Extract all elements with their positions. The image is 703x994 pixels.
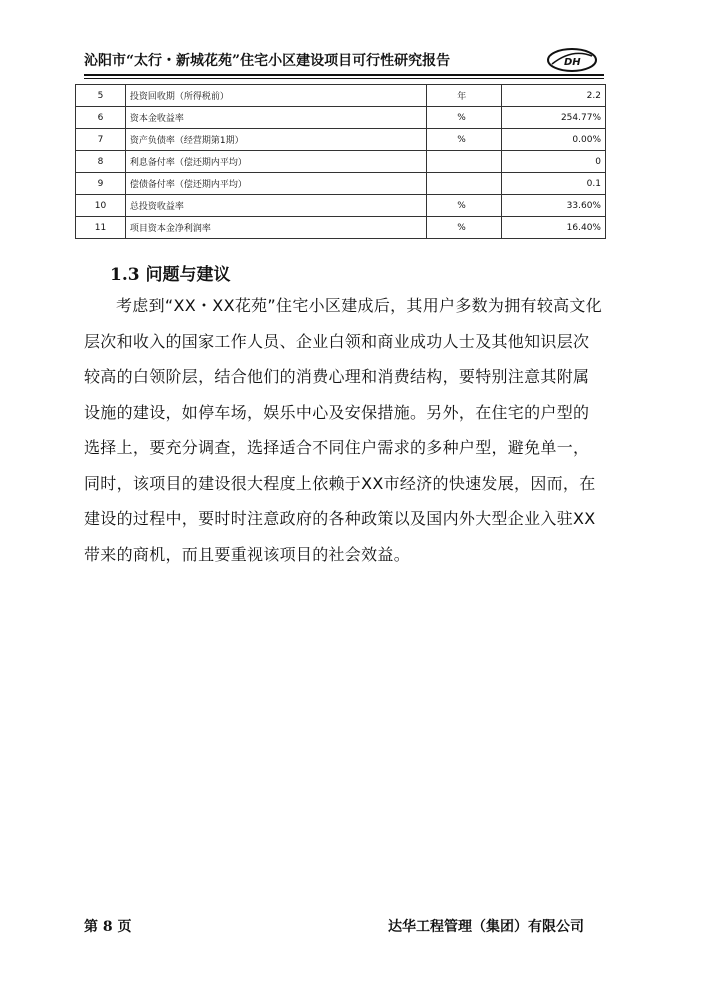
row-unit: 年 [427,85,502,107]
report-title: 沁阳市“太行・新城花苑”住宅小区建设项目可行性研究报告 [84,53,451,69]
table-row [76,107,606,129]
row-value: 33.60% [502,195,606,217]
row-index: 8 [76,151,126,173]
row-index: 11 [76,217,126,239]
row-index: 5 [76,85,126,107]
table-row [76,195,606,217]
row-index: 10 [76,195,126,217]
row-name: 资本金收益率 [125,107,426,129]
header-divider-thin [84,78,604,79]
row-unit: % [427,217,502,239]
footer-company-name: 达华工程管理（集团）有限公司 [388,919,584,935]
row-value: 0.00% [502,129,606,151]
company-logo [546,46,598,74]
row-value: 2.2 [502,85,606,107]
section-heading: 1.3 问题与建议 [110,265,231,285]
financial-indicators-table [75,84,606,239]
row-unit: % [427,107,502,129]
section-paragraph: 考虑到“XX・XX花苑”住宅小区建成后，其用户多数为拥有较高文化层次和收入的国家工作人员、企业白领和商业成功人士及其他知识层次较高的白领阶层，结合他们的消费心理和消费结构，要特别注意其附属设施的建设，如停车场，娱乐中心及安保措施。另外，在住宅的户型的选择上，要充分调查，选择适合不同住户需求的多种户型，避免单一，同时，该项目的建设很大程度上依赖于XX市经济的快速发展，因而，在建设的过程中，要时时注意政府的各种政策以及国内外大型企业入驻XX带来的商机，而且要重视该项目的社会效益。 [84,296,603,564]
row-name: 总投资收益率 [125,195,426,217]
header-divider [84,74,604,76]
row-unit: % [427,129,502,151]
row-value: 0 [502,151,606,173]
row-name: 资产负债率（经营期第1期） [125,129,426,151]
row-name: 利息备付率（偿还期内平均） [125,151,426,173]
row-unit: % [427,195,502,217]
table-row [76,173,606,195]
table-row [76,217,606,239]
page-number: 第 8 页 [84,919,132,935]
row-value: 254.77% [502,107,606,129]
logo-text: DH [564,57,581,68]
page-header [84,46,604,74]
row-name: 项目资本金净利润率 [125,217,426,239]
table-row [76,129,606,151]
row-value: 0.1 [502,173,606,195]
row-unit [427,151,502,173]
row-name: 投资回收期（所得税前） [125,85,426,107]
row-index: 9 [76,173,126,195]
row-unit [427,173,502,195]
table-row [76,151,606,173]
table-row [76,85,606,107]
row-index: 6 [76,107,126,129]
row-name: 偿债备付率（偿还期内平均） [125,173,426,195]
row-index: 7 [76,129,126,151]
row-value: 16.40% [502,217,606,239]
